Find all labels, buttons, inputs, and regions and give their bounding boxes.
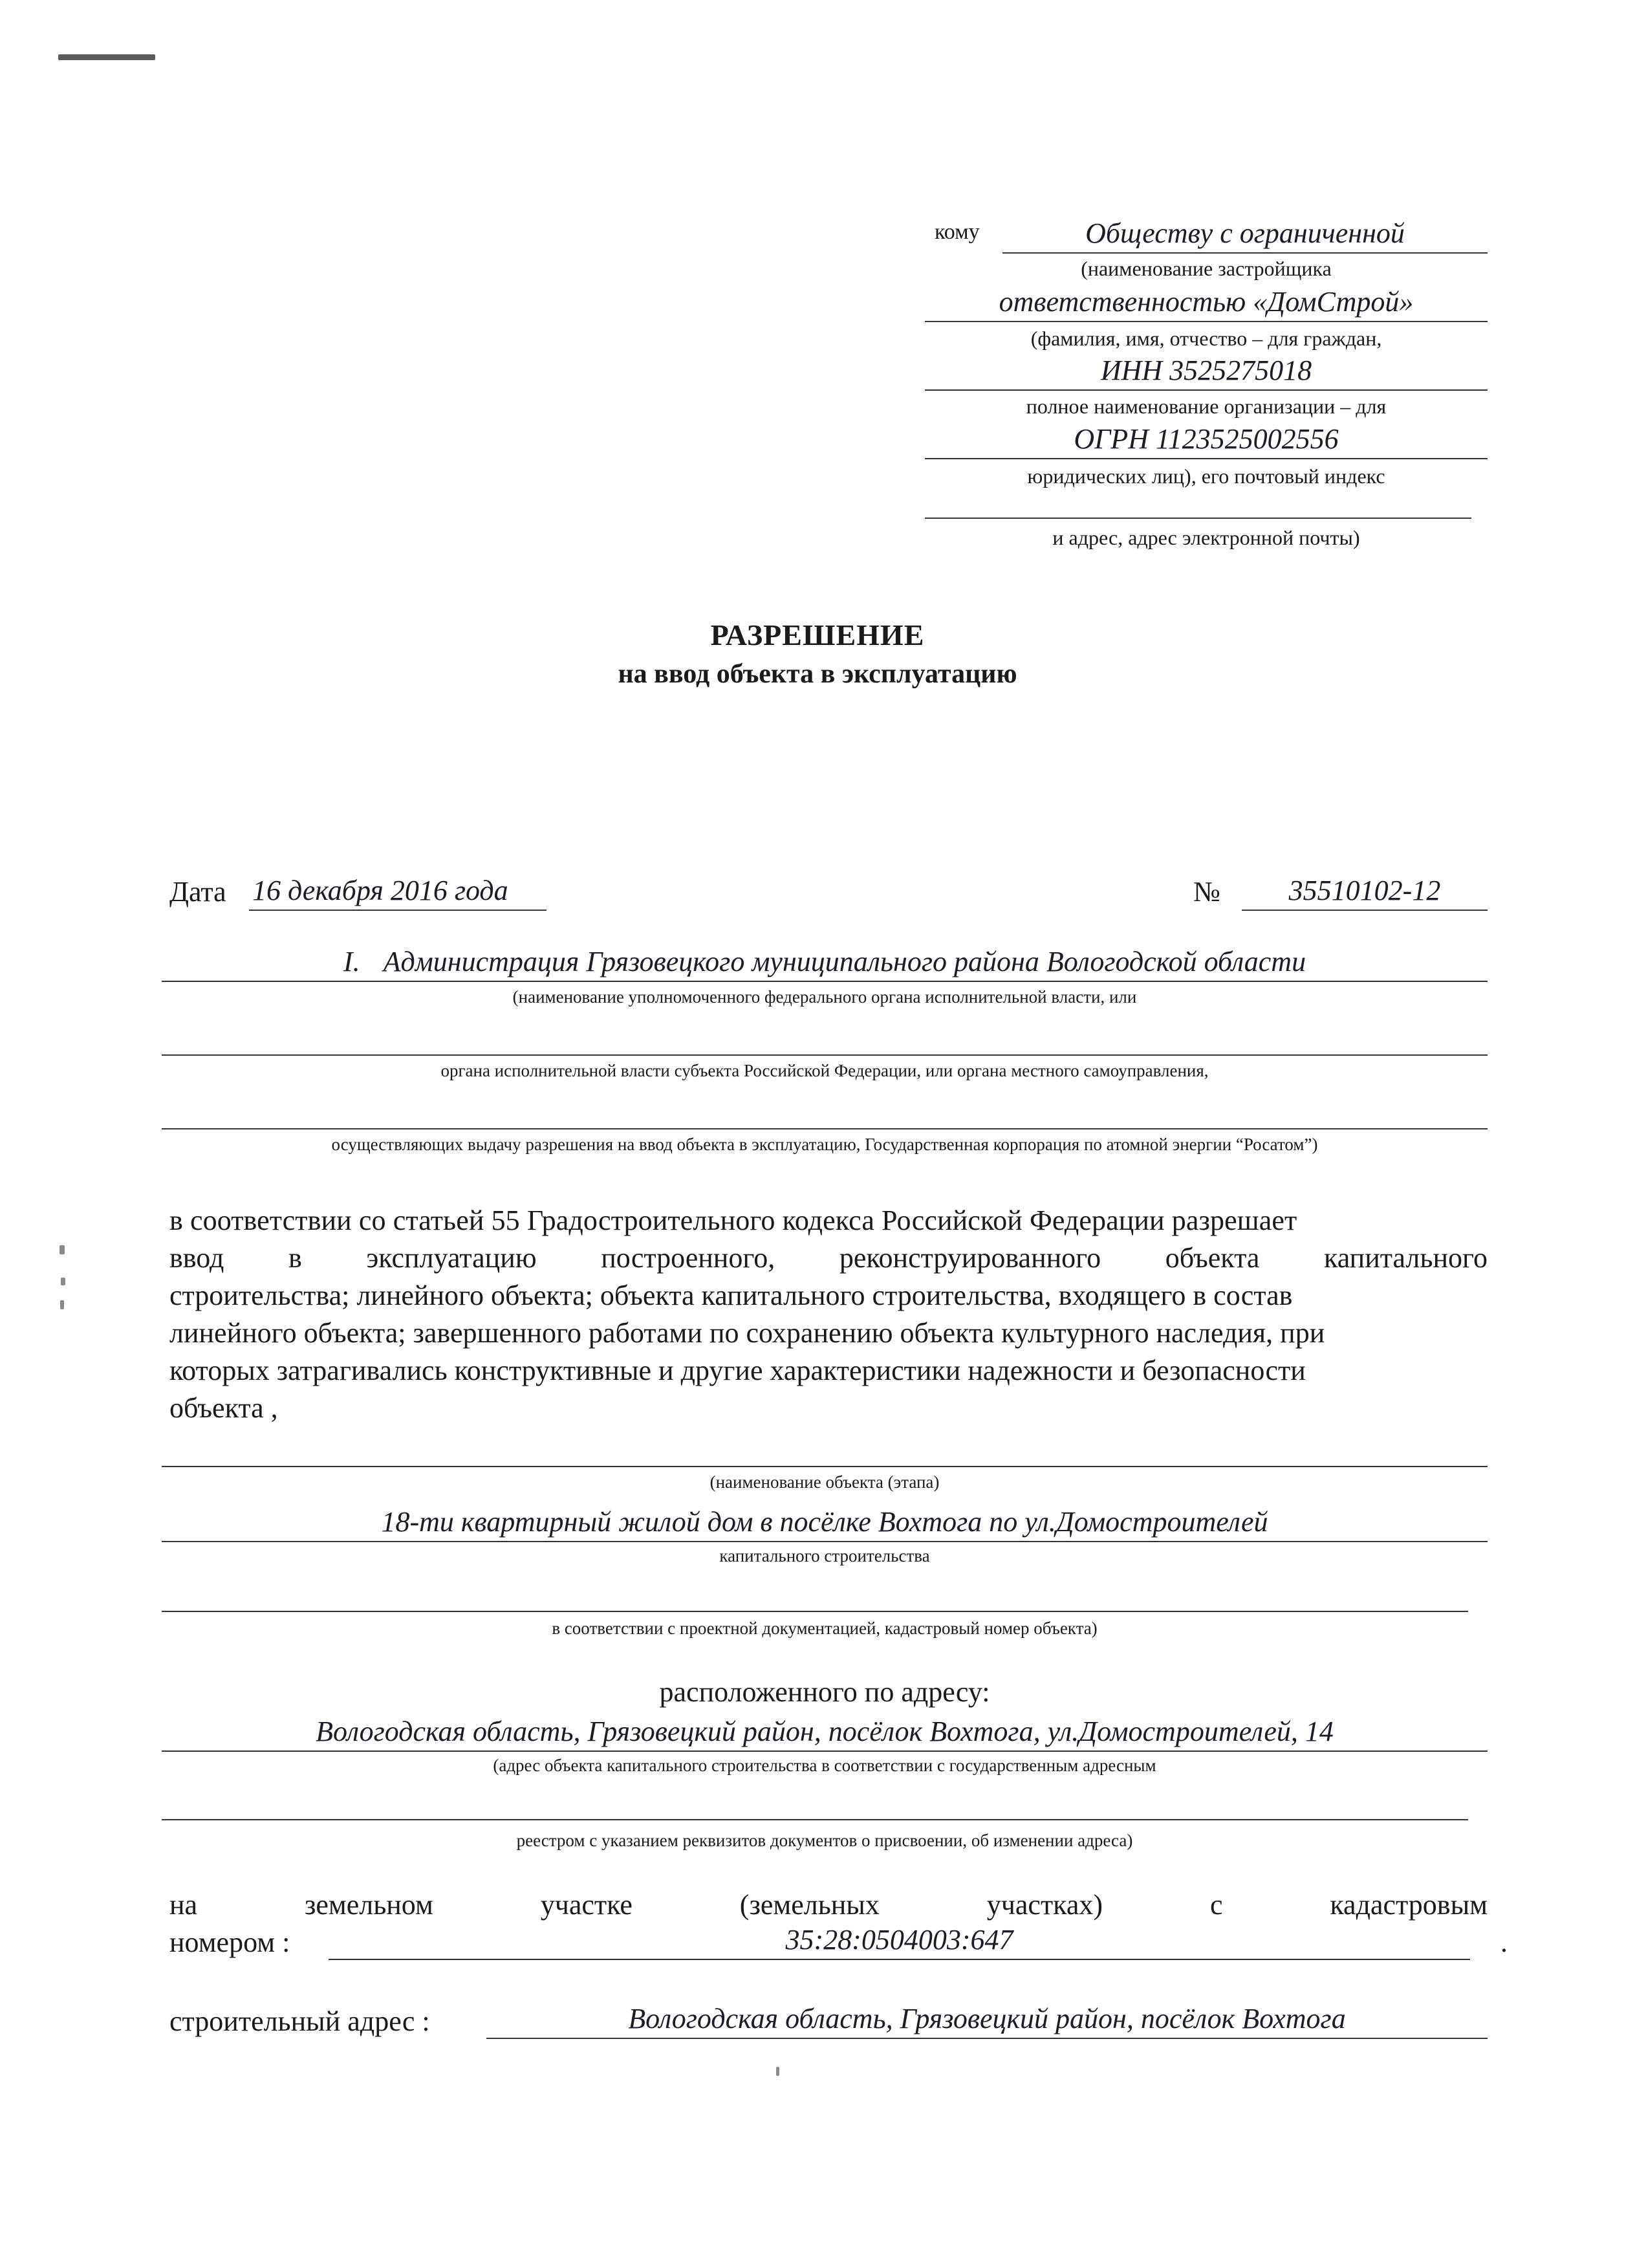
recipient-inn: ИНН 3525275018 (1100, 354, 1312, 386)
construction-address-label: строительный адрес : (169, 2005, 430, 2037)
scan-mark (58, 54, 155, 60)
scan-speck (61, 1278, 65, 1285)
recipient-caption-2: (фамилия, имя, отчество – для граждан, (1030, 327, 1382, 350)
cadastral-number-field (329, 1921, 1470, 1960)
object-cadastral-blank-line (162, 1578, 1468, 1612)
recipient-name-line1: Обществу с ограниченной (1085, 217, 1405, 249)
permission-word: реконструированного (839, 1242, 1101, 1274)
land-word: (земельных (739, 1889, 880, 1921)
permission-word: построенного, (601, 1242, 775, 1274)
land-word: на (169, 1889, 198, 1921)
document-title: РАЗРЕШЕНИЕ (710, 618, 925, 651)
recipient-caption-1: (наименование застройщика (1081, 257, 1332, 280)
permission-word: эксплуатацию (366, 1242, 537, 1274)
permission-line-2 (169, 1239, 1488, 1277)
object-caption-2: капитального строительства (719, 1546, 930, 1565)
permission-line-3: строительства; линейного объекта; объекта капитального строительства, входящего в состав (169, 1280, 1293, 1311)
object-caption-1: (наименование объекта (этапа) (709, 1472, 940, 1492)
scan-speck (60, 1300, 64, 1309)
location-caption-1: (адрес объекта капитального строительства в соответствии с государственным адресным (493, 1756, 1156, 1775)
permission-line-6: объекта , (169, 1392, 278, 1424)
permission-line-4: линейного объекта; завершенного работами по сохранению объекта культурного наследия, при (169, 1317, 1325, 1349)
authority-caption-2: органа исполнительной власти субъекта Российской Федерации, или органа местного самоуправления, (440, 1061, 1209, 1080)
location-address-field (162, 1708, 1488, 1752)
recipient-caption-4: юридических лиц), его почтовый индекс (1027, 464, 1385, 488)
authority-blank-line-2 (162, 1088, 1488, 1129)
permission-word: капитального (1323, 1242, 1488, 1274)
land-word: участках) (986, 1889, 1103, 1921)
date-field (249, 867, 547, 911)
construction-address-field (486, 1999, 1488, 2039)
permission-word: в (288, 1242, 302, 1274)
land-word: участке (540, 1889, 633, 1921)
permission-word: объекта (1165, 1242, 1260, 1274)
authority-field (162, 938, 1488, 982)
permission-line-1-text: в соответствии со статьей 55 Градостроительного кодекса Российской Федерации разрешает (169, 1205, 1297, 1236)
number-value: 35510102-12 (1288, 875, 1441, 906)
recipient-to-label: кому (935, 220, 980, 244)
document-subtitle: на ввод объекта в эксплуатацию (618, 659, 1017, 689)
land-line-1 (169, 1886, 1488, 1924)
date-label: Дата (169, 876, 226, 908)
permission-line-1 (169, 1202, 1488, 1239)
recipient-caption-3: полное наименование организации – для (1026, 395, 1387, 418)
authority-blank-line-1 (162, 1014, 1488, 1056)
land-number-label: номером : (169, 1926, 290, 1958)
location-caption-2: реестром с указанием реквизитов документов о присвоении, об изменении адреса) (516, 1831, 1133, 1850)
number-field (1242, 867, 1488, 911)
permission-paragraph (169, 1202, 1488, 1427)
location-label: расположенного по адресу: (659, 1676, 990, 1708)
land-word: кадастровым (1330, 1889, 1488, 1921)
recipient-ogrn-field (925, 420, 1488, 459)
permission-word: ввод (169, 1242, 224, 1274)
authority-name: Администрация Грязовецкого муниципального района Вологодской области (383, 946, 1306, 977)
date-value: 16 декабря 2016 года (252, 875, 508, 906)
object-caption-3: в соответствии с проектной документацией, кадастровый номер объекта) (552, 1619, 1098, 1638)
authority-section-number: I. (343, 946, 360, 977)
recipient-ogrn: ОГРН 1123525002556 (1074, 423, 1339, 455)
object-name: 18-ти квартирный жилой дом в посёлке Вохтога по ул.Домостроителей (381, 1506, 1268, 1538)
recipient-caption-5: и адрес, адрес электронной почты) (1052, 526, 1360, 549)
location-blank-line (162, 1787, 1468, 1820)
location-address: Вологодская область, Грязовецкий район, посёлок Вохтога, ул.Домостроителей, 14 (316, 1716, 1334, 1747)
recipient-name-line1-field (1002, 219, 1488, 254)
land-word: земельном (304, 1889, 433, 1921)
authority-caption-1: (наименование уполномоченного федерального органа исполнительной власти, или (512, 987, 1137, 1007)
permission-line-5: которых затрагивались конструктивные и другие характеристики надежности и безопасности (169, 1355, 1306, 1386)
recipient-inn-field (925, 352, 1488, 391)
authority-line (162, 945, 1488, 978)
object-name-field (162, 1498, 1488, 1542)
land-trailing-dot: . (1500, 1926, 1508, 1958)
object-blank-line (162, 1434, 1488, 1467)
construction-address-value: Вологодская область, Грязовецкий район, посёлок Вохтога (628, 2003, 1346, 2034)
number-label: № (1193, 876, 1220, 908)
recipient-name-line2: ответственностью «ДомСтрой» (999, 286, 1414, 318)
recipient-name-line2-field (925, 282, 1488, 322)
scan-speck (776, 2067, 779, 2076)
cadastral-number: 35:28:0504003:647 (785, 1924, 1013, 1956)
land-word: с (1209, 1889, 1223, 1921)
recipient-postal-field (925, 492, 1471, 519)
authority-caption-3: осуществляющих выдачу разрешения на ввод объекта в эксплуатацию, Государственная корпорация по атомной энергии “Росатом”) (331, 1135, 1318, 1154)
scan-speck (60, 1245, 65, 1254)
